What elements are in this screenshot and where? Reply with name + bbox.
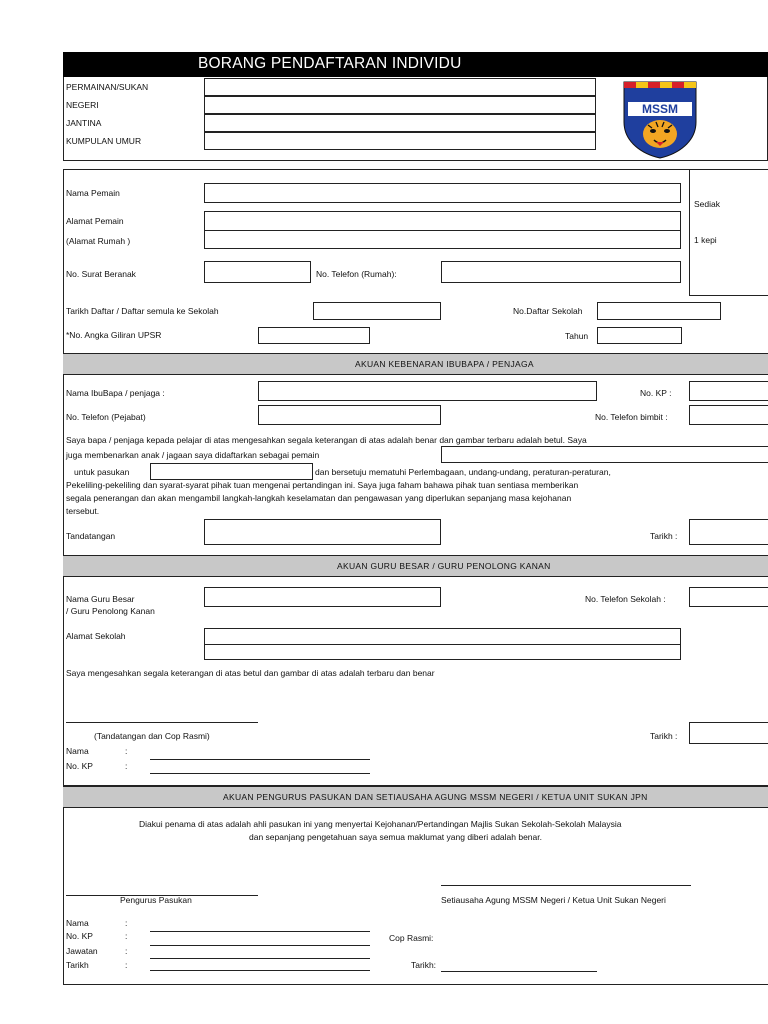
alamat-sekolah-field-2[interactable] [204,644,681,660]
tahun-field[interactable] [597,327,682,344]
label-nama-pemain: Nama Pemain [66,188,120,198]
no-daftar-sekolah-field[interactable] [597,302,721,320]
label-no-kp-headmaster: No. KP [66,761,93,771]
label-telefon-pejabat: No. Telefon (Pejabat) [66,412,146,422]
negeri-field[interactable] [204,96,596,114]
nama-ibubapa-field[interactable] [258,381,597,401]
label-pengurus: Pengurus Pasukan [120,895,192,905]
jantina-field[interactable] [204,114,596,132]
colon-jawatan-manager: : [125,946,128,956]
parent-para-5: segala penerangan dan akan mengambil langkah-langkah keselamatan dan pengawasan yang diperlukan sepanjang masa kejohanan [66,493,572,503]
headmaster-statement: Saya mengesahkan segala keterangan di atas betul dan gambar di atas adalah terbaru dan benar [66,668,435,678]
label-kumpulan-umur: KUMPULAN UMUR [66,136,142,146]
photo-note-2: 1 kepi [694,235,717,245]
no-kp-headmaster-line[interactable] [150,773,370,774]
photo-note-1: Sediak [694,199,720,209]
nama-manager-line[interactable] [150,931,370,932]
alamat-sekolah-field-1[interactable] [204,628,681,645]
colon-no-kp-headmaster: : [125,761,128,771]
headmaster-signature-line [66,722,258,723]
label-nama-guru-1: Nama Guru Besar [66,594,135,604]
parent-para-3b: dan bersetuju mematuhi Perlembagaan, undang-undang, peraturan-peraturan, [315,467,611,477]
nama-pemain-field[interactable] [204,183,681,203]
manager-section-header [63,786,768,808]
label-jantina: JANTINA [66,118,102,128]
label-negeri: NEGERI [66,100,99,110]
label-no-daftar-sekolah: No.Daftar Sekolah [513,306,583,316]
logo-text: MSSM [642,102,678,116]
label-tarikh-manager: Tarikh [66,960,89,970]
manager-statement-2: dan sepanjang pengetahuan saya semua maklumat yang diberi adalah benar. [249,832,542,842]
telefon-sekolah-field[interactable] [689,587,768,607]
title-bar [63,52,768,77]
mssm-logo [620,80,700,160]
nama-headmaster-line[interactable] [150,759,370,760]
tandatangan-parent-field[interactable] [204,519,441,545]
colon-tarikh-manager: : [125,960,128,970]
parent-para-4: Pekeliling-pekeliling dan syarat-syarat pihak tuan mengenai pertandingan ini. Saya juga faham bahawa pihak tuan sentiasa memberikan [66,480,579,490]
headmaster-frame [63,576,768,786]
permainan-field[interactable] [204,78,596,96]
pemain-jenis-field[interactable] [441,446,768,463]
tarikh-daftar-field[interactable] [313,302,441,320]
label-tarikh-right: Tarikh: [411,960,437,970]
no-kp-parent-field[interactable] [689,381,768,401]
no-kp-manager-line[interactable] [150,945,370,946]
label-telefon-sekolah: No. Telefon Sekolah : [585,594,666,604]
label-tarikh-headmaster: Tarikh : [650,731,678,741]
alamat-field-2[interactable] [204,230,681,249]
label-nama-manager: Nama [66,918,89,928]
colon-nama-manager: : [125,918,128,928]
tarikh-parent-field[interactable] [689,519,768,545]
label-tandatangan-cop: (Tandatangan dan Cop Rasmi) [94,731,210,741]
headmaster-section-header [63,555,768,577]
label-cop-rasmi: Cop Rasmi: [389,933,434,943]
parent-para-2: juga membenarkan anak / jagaan saya didaftarkan sebagai pemain [66,450,320,460]
label-tandatangan-parent: Tandatangan [66,531,116,541]
kumpulan-umur-field[interactable] [204,132,596,150]
jawatan-manager-line[interactable] [150,958,370,959]
label-nama-guru-2: / Guru Penolong Kanan [66,606,155,616]
label-no-kp-manager: No. KP [66,931,93,941]
nama-guru-field[interactable] [204,587,441,607]
label-telefon-rumah: No. Telefon (Rumah): [316,269,397,279]
tarikh-right-line[interactable] [441,971,597,972]
parent-section-title: AKUAN KEBENARAN IBUBAPA / PENJAGA [355,359,534,369]
colon-nama-headmaster: : [125,746,128,756]
parent-para-6: tersebut. [66,506,100,516]
label-alamat-sekolah: Alamat Sekolah [66,631,126,641]
label-jawatan-manager: Jawatan [66,946,98,956]
label-alamat-pemain: Alamat Pemain [66,216,124,226]
parent-para-3a: untuk pasukan [74,467,130,477]
tiger-shield-logo [620,80,700,160]
parent-para-1: Saya bapa / penjaga kepada pelajar di atas mengesahkan segala keterangan di atas adalah benar dan gambar terbaru adalah betul. Saya [66,435,587,445]
label-alamat-rumah: (Alamat Rumah ) [66,236,131,246]
label-angka-giliran: *No. Angka Giliran UPSR [66,330,162,340]
setiausaha-signature-line [441,885,691,886]
manager-statement-1: Diakui penama di atas adalah ahli pasukan ini yang menyertai Kejohanan/Pertandingan Majlis Sukan Sekolah-Sekolah Malaysia [139,819,622,829]
pasukan-field[interactable] [150,463,313,480]
photo-box [689,169,768,296]
label-telefon-bimbit: No. Telefon bimbit : [595,412,668,422]
label-nama-headmaster: Nama [66,746,89,756]
colon-no-kp-manager: : [125,931,128,941]
tarikh-headmaster-field[interactable] [689,722,768,744]
telefon-pejabat-field[interactable] [258,405,441,425]
label-setiausaha: Setiausaha Agung MSSM Negeri / Ketua Unit Sukan Negeri [441,895,666,905]
telefon-bimbit-field[interactable] [689,405,768,425]
label-surat-beranak: No. Surat Beranak [66,269,136,279]
form-title: BORANG PENDAFTARAN INDIVIDU [198,55,462,72]
label-no-kp-parent: No. KP : [640,388,672,398]
surat-beranak-field[interactable] [204,261,311,283]
parent-section-header [63,353,768,375]
label-nama-ibubapa: Nama IbuBapa / penjaga : [66,388,165,398]
label-tarikh-daftar: Tarikh Daftar / Daftar semula ke Sekolah [66,306,219,316]
telefon-rumah-field[interactable] [441,261,681,283]
manager-section-title: AKUAN PENGURUS PASUKAN DAN SETIAUSAHA AGUNG MSSM NEGERI / KETUA UNIT SUKAN JPN [223,792,648,802]
headmaster-section-title: AKUAN GURU BESAR / GURU PENOLONG KANAN [337,561,551,571]
tarikh-manager-line[interactable] [150,970,370,971]
angka-giliran-field[interactable] [258,327,370,344]
alamat-field-1[interactable] [204,211,681,231]
label-permainan: PERMAINAN/SUKAN [66,82,149,92]
label-tahun: Tahun [565,331,589,341]
label-tarikh-parent: Tarikh : [650,531,678,541]
